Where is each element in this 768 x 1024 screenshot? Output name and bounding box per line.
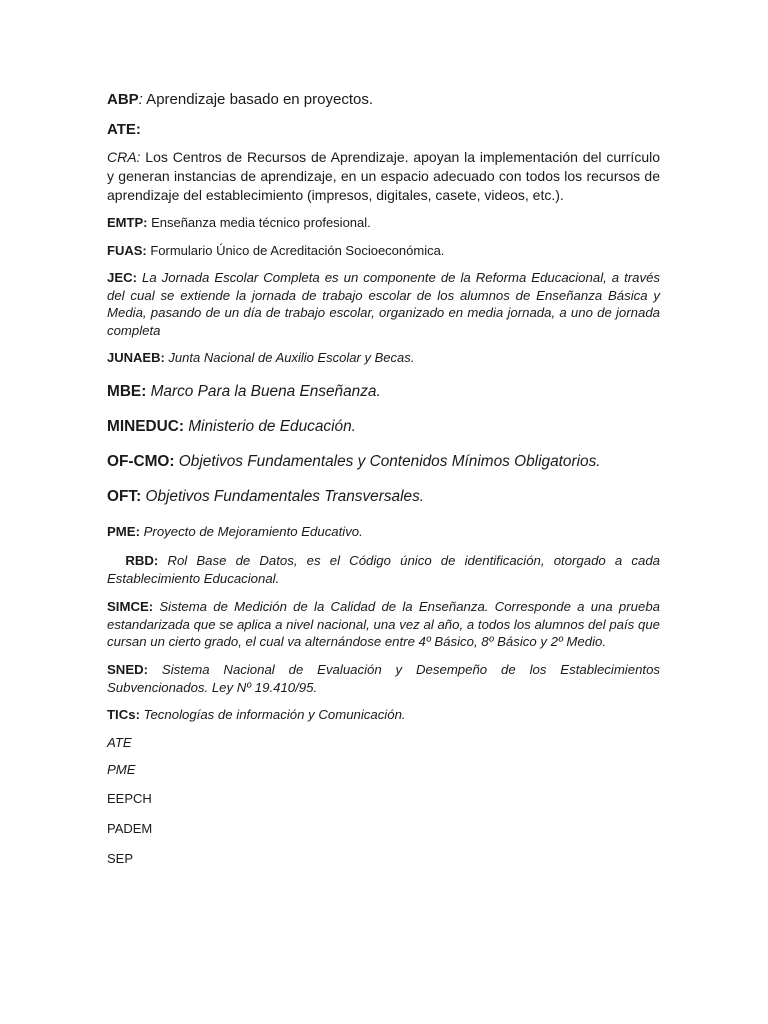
term-ate: ATE: xyxy=(107,120,141,138)
definition-rbd: Rol Base de Datos, es el Código único de identificación, otorgado a cada Establecimiento Educacional. xyxy=(107,552,660,586)
glossary-entry-of-cmo xyxy=(107,452,660,472)
term-simce: SIMCE: xyxy=(107,599,154,615)
definition-emtp: Enseñanza media técnico profesional. xyxy=(147,215,371,230)
glossary-document xyxy=(107,90,660,867)
definition-sned: Sistema Nacional de Evaluación y Desempeño de los Establecimientos Subvencionados. Ley Nº 19.410/95. xyxy=(107,661,660,695)
term-jec: JEC: xyxy=(107,270,138,285)
glossary-entry-simce xyxy=(107,598,660,651)
term-fuas: FUAS: xyxy=(107,243,147,258)
definition-jec: La Jornada Escolar Completa es un componente de la Reforma Educacional, a través del cual se extiende la jornada de trabajo escolar de los alumnos de Enseñanza Básica y Media, pasando de un día de trabajo escolar, organizado en media jornada, a uno de jornada completa xyxy=(107,270,660,338)
term-oft: OFT: xyxy=(107,488,142,506)
definition-pme: Proyecto de Mejoramiento Educativo. xyxy=(139,524,363,540)
trailing-term-ate: ATE xyxy=(107,734,132,750)
glossary-entry-rbd xyxy=(107,552,660,587)
definition-of-cmo: Objetivos Fundamentales y Contenidos Mínimos Obligatorios. xyxy=(174,453,601,471)
definition-tics: Tecnologías de información y Comunicación. xyxy=(139,707,406,723)
definition-simce: Sistema de Medición de la Calidad de la Enseñanza. Corresponde a una prueba estandarizada que se aplica a nivel nacional, una vez al año, a todos los alumnos del país que cursan un cierto grado, el cual va alternándose entre 4º Básico, 8º Básico y 2º Medio. xyxy=(107,599,660,650)
term-separator: : xyxy=(138,91,143,108)
trailing-term-padem: PADEM xyxy=(107,820,153,836)
trailing-term-eepch: EEPCH xyxy=(107,790,152,806)
term-pme: PME: xyxy=(107,524,140,540)
glossary-entry-tics xyxy=(107,706,660,724)
glossary-entry-emtp xyxy=(107,214,660,231)
term-mbe: MBE: xyxy=(107,383,147,401)
trailing-term-sep: SEP xyxy=(107,850,134,866)
term-cra: CRA: xyxy=(107,149,141,165)
term-mineduc: MINEDUC: xyxy=(107,418,184,436)
trailing-term-pme: PME xyxy=(107,762,136,778)
definition-fuas: Formulario Único de Acreditación Socioeconómica. xyxy=(146,243,445,258)
glossary-entry-ate xyxy=(107,120,660,140)
glossary-entry-fuas xyxy=(107,242,660,259)
term-tics: TICs: xyxy=(107,707,140,723)
definition-oft: Objetivos Fundamentales Transversales. xyxy=(141,488,425,506)
term-sned: SNED: xyxy=(107,661,149,677)
glossary-entry-pme xyxy=(107,523,660,541)
glossary-entry-jec xyxy=(107,269,660,339)
glossary-entry-mbe xyxy=(107,382,660,402)
glossary-entry-junaeb xyxy=(107,349,660,366)
glossary-entry-cra xyxy=(107,148,660,205)
definition-junaeb: Junta Nacional de Auxilio Escolar y Becas. xyxy=(164,350,415,366)
definition-cra: Los Centros de Recursos de Aprendizaje. apoyan la implementación del currículo y generan instancias de aprendizaje, en un espacio adecuado con todos los recursos de aprendizaje del establecimiento (impresos, digitales, casete, videos, etc.). xyxy=(107,149,660,203)
term-rbd: RBD: xyxy=(125,552,159,568)
term-abp: ABP xyxy=(107,91,139,108)
term-junaeb: JUNAEB: xyxy=(107,350,165,366)
glossary-entry-mineduc xyxy=(107,417,660,437)
term-emtp: EMTP: xyxy=(107,215,148,230)
glossary-entry-oft xyxy=(107,487,660,507)
glossary-entry-abp xyxy=(107,90,660,110)
definition-abp: Aprendizaje basado en proyectos. xyxy=(142,91,373,108)
term-of-cmo: OF-CMO: xyxy=(107,453,175,471)
glossary-entry-sned xyxy=(107,661,660,696)
definition-mineduc: Ministerio de Educación. xyxy=(183,418,356,436)
definition-mbe: Marco Para la Buena Enseñanza. xyxy=(146,383,381,401)
